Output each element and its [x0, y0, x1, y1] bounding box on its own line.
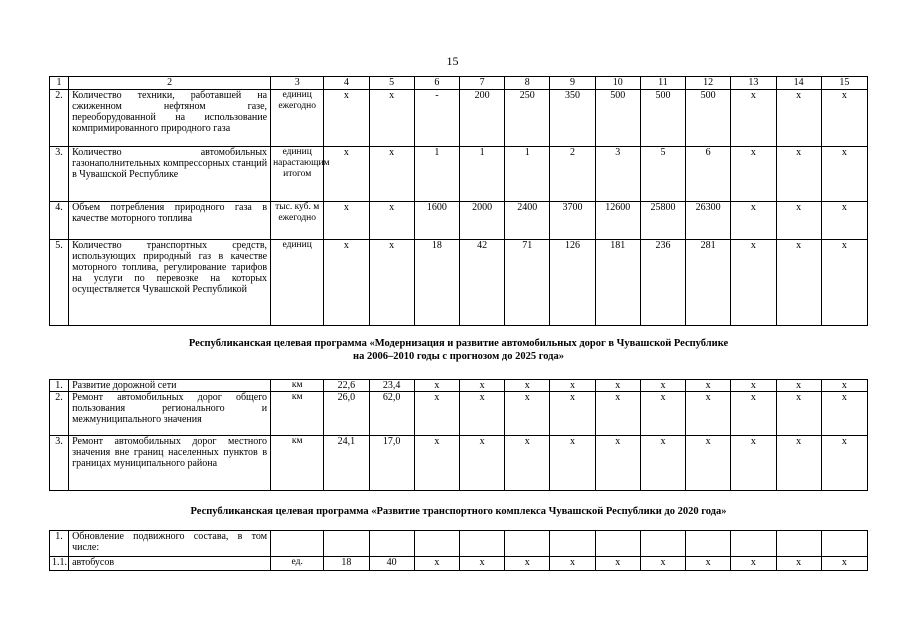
value-cell: 181	[595, 240, 640, 326]
value-cell: 3700	[550, 202, 595, 240]
program-heading-transport	[49, 505, 868, 518]
value-cell: 22,6	[324, 380, 369, 392]
value-cell: x	[459, 436, 504, 491]
header-cell: 2	[69, 77, 271, 90]
indicator-name-cell: Объем потребления природного газа в качестве моторного топлива	[69, 202, 271, 240]
table-row	[50, 380, 868, 392]
value-cell: x	[821, 202, 867, 240]
value-cell: x	[821, 436, 867, 491]
header-cell: 10	[595, 77, 640, 90]
value-cell	[550, 531, 595, 557]
page-number: 15	[446, 54, 459, 68]
indicator-name-cell: Развитие дорожной сети	[69, 380, 271, 392]
value-cell: x	[821, 90, 867, 147]
value-cell	[324, 531, 369, 557]
indicator-name-cell: Количество техники, работавшей на сжиженном нефтяном газе, переоборудованной на использование компримированного природного газа	[69, 90, 271, 147]
value-cell: x	[505, 392, 550, 436]
indicators-table-transport	[49, 530, 868, 571]
value-cell: -	[414, 90, 459, 147]
header-cell: 4	[324, 77, 369, 90]
header-cell: 12	[686, 77, 731, 90]
unit-cell: тыс. куб. м ежегодно	[271, 202, 324, 240]
value-cell: x	[595, 557, 640, 571]
value-cell	[414, 531, 459, 557]
value-cell: x	[595, 436, 640, 491]
unit-cell: ед.	[271, 557, 324, 571]
value-cell: 1	[459, 147, 504, 202]
value-cell: x	[731, 557, 776, 571]
value-cell: x	[595, 380, 640, 392]
header-cell: 14	[776, 77, 821, 90]
value-cell: x	[505, 436, 550, 491]
value-cell: x	[324, 202, 369, 240]
value-cell: 1	[505, 147, 550, 202]
unit-cell: км	[271, 380, 324, 392]
value-cell: 23,4	[369, 380, 414, 392]
value-cell: 236	[640, 240, 685, 326]
value-cell: x	[821, 392, 867, 436]
value-cell: x	[414, 436, 459, 491]
value-cell: x	[324, 240, 369, 326]
row-number-cell: 3.	[50, 436, 69, 491]
value-cell: 500	[640, 90, 685, 147]
value-cell: 18	[414, 240, 459, 326]
value-cell: x	[324, 147, 369, 202]
value-cell: 126	[550, 240, 595, 326]
indicator-name-cell: Ремонт автомобильных дорог местного значения вне границ населенных пунктов в границах муниципального района	[69, 436, 271, 491]
table-row	[50, 202, 868, 240]
value-cell: 500	[595, 90, 640, 147]
value-cell: x	[776, 557, 821, 571]
value-cell: x	[550, 380, 595, 392]
heading-line: Республиканская целевая программа «Модернизация и развитие автомобильных дорог в Чувашской Республике	[188, 338, 729, 349]
value-cell	[821, 531, 867, 557]
value-cell: x	[459, 557, 504, 571]
header-cell: 15	[821, 77, 867, 90]
value-cell: 40	[369, 557, 414, 571]
value-cell: x	[686, 557, 731, 571]
value-cell: x	[776, 240, 821, 326]
value-cell: x	[731, 90, 776, 147]
value-cell: x	[369, 90, 414, 147]
heading-line: на 2006–2010 годы с прогнозом до 2025 года»	[353, 351, 564, 362]
header-cell: 9	[550, 77, 595, 90]
value-cell: 281	[686, 240, 731, 326]
unit-cell: единиц ежегодно	[271, 90, 324, 147]
value-cell: x	[640, 436, 685, 491]
value-cell: x	[369, 202, 414, 240]
indicators-table-roads	[49, 379, 868, 491]
table-row	[50, 90, 868, 147]
value-cell: 5	[640, 147, 685, 202]
value-cell: x	[731, 436, 776, 491]
value-cell: x	[640, 392, 685, 436]
table-row	[50, 147, 868, 202]
heading-line: Республиканская целевая программа «Развитие транспортного комплекса Чувашской Республики до 2020 года»	[190, 506, 727, 517]
header-cell: 6	[414, 77, 459, 90]
indicator-name-cell: Ремонт автомобильных дорог общего пользования регионального и межмуниципального значения	[69, 392, 271, 436]
header-cell: 13	[731, 77, 776, 90]
value-cell	[459, 531, 504, 557]
row-number-cell: 4.	[50, 202, 69, 240]
value-cell: 24,1	[324, 436, 369, 491]
value-cell	[776, 531, 821, 557]
value-cell: 42	[459, 240, 504, 326]
table-row	[50, 531, 868, 557]
value-cell: 12600	[595, 202, 640, 240]
indicator-name-cell: Обновление подвижного состава, в том числе:	[69, 531, 271, 557]
value-cell: 71	[505, 240, 550, 326]
row-number-cell: 1.	[50, 531, 69, 557]
column-number-row	[50, 77, 868, 90]
value-cell: x	[776, 436, 821, 491]
program-heading-roads	[49, 337, 868, 363]
indicator-name-cell: Количество автомобильных газонаполнительных компрессорных станций в Чувашской Республике	[69, 147, 271, 202]
value-cell: x	[686, 380, 731, 392]
value-cell: x	[550, 436, 595, 491]
value-cell: x	[640, 557, 685, 571]
header-cell: 3	[271, 77, 324, 90]
value-cell: x	[731, 147, 776, 202]
value-cell: 17,0	[369, 436, 414, 491]
value-cell: x	[414, 392, 459, 436]
value-cell: x	[731, 380, 776, 392]
unit-cell: единиц нарастающим итогом	[271, 147, 324, 202]
header-cell: 8	[505, 77, 550, 90]
row-number-cell: 2.	[50, 90, 69, 147]
table-row	[50, 436, 868, 491]
value-cell: x	[550, 557, 595, 571]
value-cell: x	[821, 147, 867, 202]
value-cell: 2	[550, 147, 595, 202]
header-cell: 11	[640, 77, 685, 90]
value-cell: x	[776, 202, 821, 240]
value-cell: 3	[595, 147, 640, 202]
value-cell: 200	[459, 90, 504, 147]
value-cell: x	[686, 392, 731, 436]
value-cell: x	[776, 392, 821, 436]
value-cell: 26300	[686, 202, 731, 240]
value-cell: x	[459, 392, 504, 436]
unit-cell: км	[271, 392, 324, 436]
row-number-cell: 5.	[50, 240, 69, 326]
value-cell: 2000	[459, 202, 504, 240]
value-cell	[505, 531, 550, 557]
value-cell: x	[324, 90, 369, 147]
row-number-cell: 1.	[50, 380, 69, 392]
value-cell	[686, 531, 731, 557]
value-cell: x	[505, 557, 550, 571]
row-number-cell: 3.	[50, 147, 69, 202]
header-cell: 1	[50, 77, 69, 90]
value-cell: x	[821, 380, 867, 392]
value-cell: x	[821, 557, 867, 571]
value-cell: 1	[414, 147, 459, 202]
value-cell: x	[459, 380, 504, 392]
value-cell: x	[369, 147, 414, 202]
value-cell: 6	[686, 147, 731, 202]
value-cell: x	[640, 380, 685, 392]
table-row	[50, 392, 868, 436]
unit-cell: км	[271, 436, 324, 491]
indicators-table-gas	[49, 76, 868, 326]
value-cell	[731, 531, 776, 557]
value-cell: 350	[550, 90, 595, 147]
value-cell: x	[369, 240, 414, 326]
value-cell: x	[731, 392, 776, 436]
header-cell: 5	[369, 77, 414, 90]
value-cell: 250	[505, 90, 550, 147]
header-cell: 7	[459, 77, 504, 90]
value-cell: x	[731, 240, 776, 326]
table-row	[50, 240, 868, 326]
indicator-name-cell: Количество транспортных средств, использующих природный газ в качестве моторного топлива, регулирование тарифов на услуги по перевозке на которых осуществляется Чувашской Республикой	[69, 240, 271, 326]
value-cell: 18	[324, 557, 369, 571]
unit-cell: единиц	[271, 240, 324, 326]
indicator-name-cell: автобусов	[69, 557, 271, 571]
value-cell: x	[595, 392, 640, 436]
unit-cell	[271, 531, 324, 557]
table-row	[50, 557, 868, 571]
value-cell: x	[550, 392, 595, 436]
value-cell: x	[686, 436, 731, 491]
value-cell: x	[776, 90, 821, 147]
value-cell: x	[821, 240, 867, 326]
row-number-cell: 1.1.	[50, 557, 69, 571]
value-cell: x	[505, 380, 550, 392]
value-cell	[369, 531, 414, 557]
value-cell: x	[731, 202, 776, 240]
value-cell: 1600	[414, 202, 459, 240]
value-cell: 25800	[640, 202, 685, 240]
value-cell: 500	[686, 90, 731, 147]
value-cell	[595, 531, 640, 557]
value-cell: x	[776, 380, 821, 392]
value-cell	[640, 531, 685, 557]
value-cell: x	[414, 380, 459, 392]
row-number-cell: 2.	[50, 392, 69, 436]
value-cell: 2400	[505, 202, 550, 240]
value-cell: 26,0	[324, 392, 369, 436]
value-cell: x	[414, 557, 459, 571]
value-cell: 62,0	[369, 392, 414, 436]
value-cell: x	[776, 147, 821, 202]
